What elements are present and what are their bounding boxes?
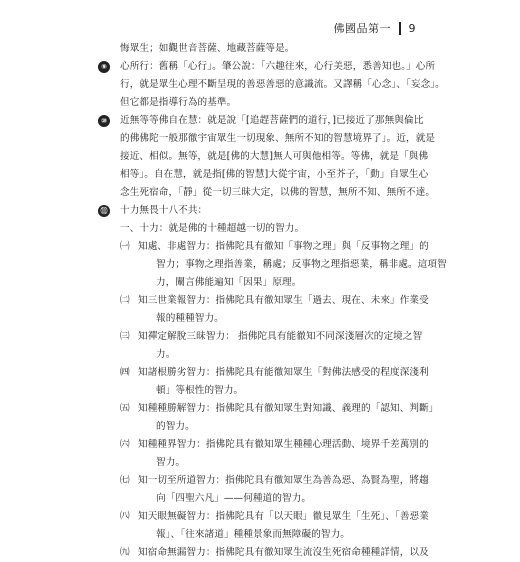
note-line: 接近、相似。無等，就是[佛的大慧]無人可與他相等。等佛，就是「與佛 <box>120 151 429 162</box>
note-line: 十力無畏十八不共： <box>120 205 208 216</box>
list-item <box>120 292 429 328</box>
item-line: 的智力。 <box>156 421 195 432</box>
item-number: ㈧ <box>120 511 130 522</box>
item-number: ㈠ <box>120 241 130 252</box>
note-line: 念生死宿命，「靜」從一切三昧大定，以佛的智慧，無所不知、無所不達。 <box>120 187 436 198</box>
note-line: 近無等等佛自在慧：就是說「[追趕菩薩們的道行，]已接近了那無與倫比 <box>120 115 424 126</box>
item-line: 智力。 <box>156 457 186 468</box>
item-line: 智力；事物之理指善業，稱處；反事物之理指惡業，稱非處。這項智 <box>156 259 447 270</box>
note-marker: ⑪ <box>98 205 110 217</box>
note-line: 相等」。自在慧，就是指[佛的智慧]大從宇宙，小至芥子，「動」自眾生心 <box>120 169 429 180</box>
list-item <box>120 472 429 508</box>
note-line: 的佛佛陀一般那徹宇宙眾生一切現象、無所不知的智慧境界了」。近，就是 <box>120 133 436 144</box>
item-line: 知禪定解脫三昧智力： 指佛陀具有能徹知不同深淺層次的定境之智 <box>138 331 423 342</box>
item-line: 知一切至所道智力：指佛陀具有徹知眾生為善為惡、為賢為聖，將趨 <box>138 475 429 486</box>
item-line: 力，闡言佛能遍知「因果」原理。 <box>156 277 302 288</box>
item-line: 頓」等根性的智力。 <box>156 385 244 396</box>
note-10 <box>100 112 436 202</box>
note-line: 行，就是眾生心理不斷呈現的善惡善惡的意識流。又譯稱「心念」、「妄念」。 <box>120 79 445 90</box>
item-line: 向「四聖六凡」——何種道的智力。 <box>156 493 312 504</box>
item-number: ㈥ <box>120 439 130 450</box>
note-9 <box>100 58 445 112</box>
item-line: 力。 <box>156 349 176 360</box>
page-body <box>100 40 447 562</box>
item-line: 知宿命無漏智力：指佛陀具有徹知眾生流沒生死宿命種種詳情，以及 <box>138 547 429 558</box>
item-line: 報」、「往來諸道」種種景象而無障礙的智力。 <box>156 529 350 540</box>
header-divider <box>399 22 401 35</box>
note-line: 心所行：舊稱「心行」。肇公說：「六趣往來，心行美惡，悉善知也。」心所 <box>120 61 436 72</box>
item-number: ㈤ <box>120 403 130 414</box>
note-marker: ⑩ <box>98 115 110 127</box>
note-marker: ⑨ <box>98 61 110 73</box>
list-item <box>120 328 423 364</box>
chapter-title: 佛國品第一 <box>333 22 391 35</box>
list-item <box>120 508 429 544</box>
item-number: ㈨ <box>120 547 130 558</box>
item-number: ㈦ <box>120 475 130 486</box>
list-heading: 一、十力：就是佛的十種超越一切的智力。 <box>120 223 305 234</box>
item-number: ㈢ <box>120 331 130 342</box>
item-number: ㈡ <box>120 295 130 306</box>
note-continuation <box>120 40 412 58</box>
note-11 <box>100 202 412 220</box>
list-item <box>120 544 429 562</box>
page-number: 9 <box>408 21 416 35</box>
running-header <box>334 20 417 36</box>
item-line: 知天眼無礙智力：指佛陀具有「以天眼」徹見眾生「生死」、「善惡業 <box>138 511 429 522</box>
item-line: 知處、非處智力：指佛陀具有徹知「事物之理」與「反事物之理」的 <box>138 241 429 252</box>
list-item <box>120 238 447 292</box>
list-item <box>120 364 429 400</box>
list-item <box>120 436 429 472</box>
item-line: 知種種界智力：指佛陀具有徹知眾生種種心理活動、境界千差萬別的 <box>138 439 429 450</box>
list-item <box>120 400 439 436</box>
item-line: 報的種種智力。 <box>156 313 224 324</box>
item-number: ㈣ <box>120 367 130 378</box>
item-line: 知三世業報智力：指佛陀具有徹知眾生「過去、現在、未來」作業受 <box>138 295 429 306</box>
item-line: 知諸根勝劣智力：指佛陀具有能徹知眾生「對佛法感受的程度深淺利 <box>138 367 429 378</box>
item-line: 知種種勝解智力：指佛陀具有徹知眾生對知識、義理的「認知、判斷」 <box>138 403 439 414</box>
note-line: 但它都是指導行為的基準。 <box>120 97 237 108</box>
note-line: 悔眾生；如觀世音菩薩、地藏菩薩等是。 <box>120 43 295 54</box>
